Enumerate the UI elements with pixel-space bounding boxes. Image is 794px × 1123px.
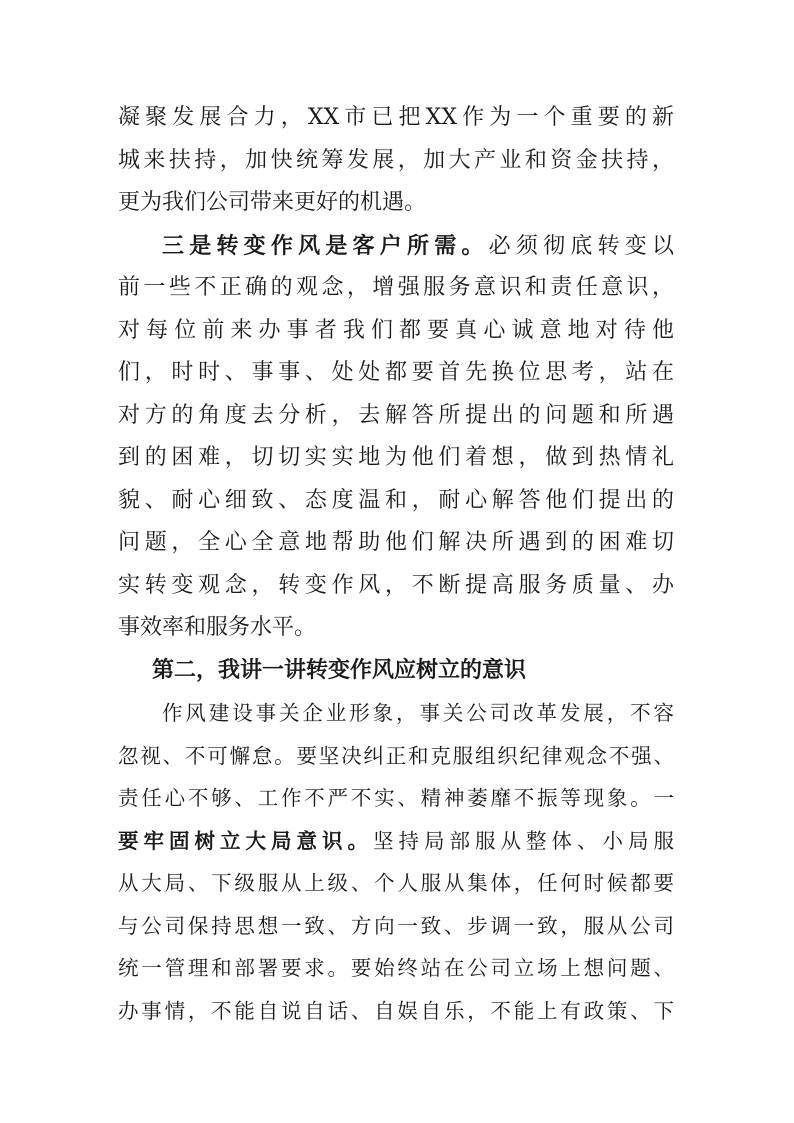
text-line: 对方的角度去分析，去解答所提出的问题和所遇 [118, 403, 674, 428]
text-line: 凝聚发展合力，XX市已把XX作为一个重要的新 [118, 105, 674, 130]
text-line: 前一些不正确的观念，增强服务意识和责任意识， [118, 275, 674, 300]
bold-lead: 三是转变作风是客户所需。 [162, 233, 489, 259]
text-line: 对每位前来办事者我们都要真心诚意地对待他 [118, 318, 674, 343]
text-line: 要牢固树立大局意识。坚持局部服从整体、小局服 [118, 829, 674, 853]
text-line: 办事情，不能自说自话、自娱自乐，不能上有政策、下 [118, 999, 674, 1023]
text-line: 从大局、下级服从上级、个人服从集体，任何时候都要 [118, 871, 674, 895]
bold-lead: 要牢固树立大局意识。 [118, 829, 373, 853]
text-line: 责任心不够、工作不严不实、精神萎靡不振等现象。一 [118, 786, 674, 810]
text-line: 统一管理和部署要求。要始终站在公司立场上想问题、 [118, 956, 674, 980]
text-line: 貌、耐心细致、态度温和，耐心解答他们提出的 [118, 488, 674, 513]
text-line: 忽视、不可懈怠。要坚决纠正和克服组织纪律观念不强、 [118, 744, 674, 768]
text-line: 城来扶持，加快统筹发展，加大产业和资金扶持， [118, 148, 674, 173]
section-heading: 第二，我讲一讲转变作风应树立的意识 [152, 658, 527, 683]
text-line: 问题，全心全意地帮助他们解决所遇到的困难切 [118, 530, 674, 555]
text-line: 作风建设事关企业形象，事关公司改革发展，不容 [162, 701, 674, 725]
text-line: 与公司保持思想一致、方向一致、步调一致，服从公司 [118, 914, 674, 938]
text-line: 到的困难，切切实实地为他们着想，做到热情礼 [118, 445, 674, 470]
text-line: 更为我们公司带来更好的机遇。 [118, 190, 427, 215]
text-line: 三是转变作风是客户所需。必须彻底转变以 [162, 233, 674, 259]
text-line: 们，时时、事事、处处都要首先换位思考，站在 [118, 360, 674, 385]
text-line: 实转变观念，转变作风，不断提高服务质量、办 [118, 573, 674, 598]
text-line: 事效率和服务水平。 [118, 615, 317, 640]
